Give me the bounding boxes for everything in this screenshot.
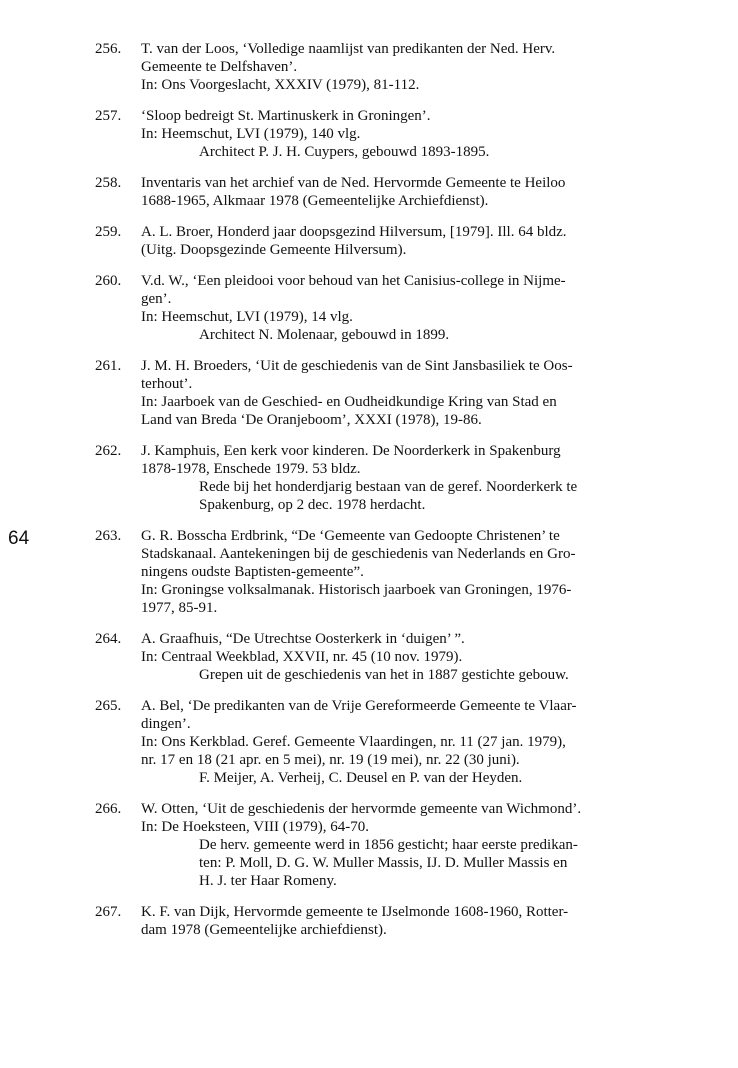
entry-line: Stadskanaal. Aantekeningen bij de geschiedenis van Nederlands en Gro- xyxy=(141,546,576,562)
entry-line: 1878-1978, Enschede 1979. 53 bldz. xyxy=(141,461,361,477)
entry-line: In: Ons Voorgeslacht, XXXIV (1979), 81-112. xyxy=(141,77,420,93)
entry-line: A. Graafhuis, “De Utrechtse Oosterkerk in ‘duigen’ ”. xyxy=(141,631,465,647)
entry-line: dam 1978 (Gemeentelijke archiefdienst). xyxy=(141,922,387,938)
entry-266 xyxy=(95,800,700,890)
entry-262 xyxy=(95,442,700,514)
entry-line: terhout’. xyxy=(141,376,193,392)
entry-line: 1688-1965, Alkmaar 1978 (Gemeentelijke Archiefdienst). xyxy=(141,193,489,209)
entry-line: A. L. Broer, Honderd jaar doopsgezind Hilversum, [1979]. Ill. 64 bldz. xyxy=(141,224,567,240)
entry-number: 257. xyxy=(95,108,122,124)
entry-number: 256. xyxy=(95,41,122,57)
entry-line: G. R. Bosscha Erdbrink, “De ‘Gemeente van Gedoopte Christenen’ te xyxy=(141,528,560,544)
entry-line: In: Groningse volksalmanak. Historisch jaarboek van Groningen, 1976- xyxy=(141,582,572,598)
entry-note: F. Meijer, A. Verheij, C. Deusel en P. van der Heyden. xyxy=(199,770,523,786)
entry-number: 264. xyxy=(95,631,122,647)
entry-number: 262. xyxy=(95,443,122,459)
entry-257 xyxy=(95,107,700,161)
entry-line: Gemeente te Delfshaven’. xyxy=(141,59,298,75)
entry-line: J. Kamphuis, Een kerk voor kinderen. De Noorderkerk in Spakenburg xyxy=(141,443,561,459)
entry-line: A. Bel, ‘De predikanten van de Vrije Gereformeerde Gemeente te Vlaar- xyxy=(141,698,577,714)
entry-number: 260. xyxy=(95,273,122,289)
entry-note: Architect P. J. H. Cuypers, gebouwd 1893-1895. xyxy=(199,144,490,160)
entry-line: Land van Breda ‘De Oranjeboom’, XXXI (1978), 19-86. xyxy=(141,412,482,428)
entry-line: V.d. W., ‘Een pleidooi voor behoud van het Canisius-college in Nijme- xyxy=(141,273,566,289)
entry-number: 258. xyxy=(95,175,122,191)
entry-line: In: Heemschut, LVI (1979), 14 vlg. xyxy=(141,309,353,325)
entry-line: nr. 17 en 18 (21 apr. en 5 mei), nr. 19 (19 mei), nr. 22 (30 juni). xyxy=(141,752,520,768)
entry-number: 259. xyxy=(95,224,122,240)
entry-line: T. van der Loos, ‘Volledige naamlijst van predikanten der Ned. Herv. xyxy=(141,41,556,57)
entry-264 xyxy=(95,630,700,684)
entry-number: 267. xyxy=(95,904,122,920)
entry-line: ningens oudste Baptisten-gemeente”. xyxy=(141,564,364,580)
entry-line: J. M. H. Broeders, ‘Uit de geschiedenis van de Sint Jansbasiliek te Oos- xyxy=(141,358,573,374)
entry-line: In: Jaarboek van de Geschied- en Oudheidkundige Kring van Stad en xyxy=(141,394,557,410)
entry-line: Inventaris van het archief van de Ned. Hervormde Gemeente te Heiloo xyxy=(141,175,566,191)
entry-note: Architect N. Molenaar, gebouwd in 1899. xyxy=(199,327,450,343)
entry-267 xyxy=(95,903,700,939)
entry-line: In: Heemschut, LVI (1979), 140 vlg. xyxy=(141,126,361,142)
entry-line: W. Otten, ‘Uit de geschiedenis der hervormde gemeente van Wichmond’. xyxy=(141,801,582,817)
entry-line: gen’. xyxy=(141,291,172,307)
entry-number: 261. xyxy=(95,358,122,374)
entry-line: dingen’. xyxy=(141,716,191,732)
entry-number: 263. xyxy=(95,528,122,544)
bibliography-list xyxy=(95,40,700,952)
entry-259 xyxy=(95,223,700,259)
entry-note: H. J. ter Haar Romeny. xyxy=(199,873,337,889)
entry-line: K. F. van Dijk, Hervormde gemeente te IJselmonde 1608-1960, Rotter- xyxy=(141,904,569,920)
entry-note: De herv. gemeente werd in 1856 gesticht; haar eerste predikan- xyxy=(199,837,578,853)
entry-256 xyxy=(95,40,700,94)
entry-note: ten: P. Moll, D. G. W. Muller Massis, IJ. D. Muller Massis en xyxy=(199,855,568,871)
entry-258 xyxy=(95,174,700,210)
entry-note: Rede bij het honderdjarig bestaan van de geref. Noorderkerk te xyxy=(199,479,578,495)
entry-number: 266. xyxy=(95,801,122,817)
entry-261 xyxy=(95,357,700,429)
entry-line: (Uitg. Doopsgezinde Gemeente Hilversum). xyxy=(141,242,407,258)
entry-number: 265. xyxy=(95,698,122,714)
entry-line: 1977, 85-91. xyxy=(141,600,218,616)
entry-line: In: De Hoeksteen, VIII (1979), 64-70. xyxy=(141,819,369,835)
entry-260 xyxy=(95,272,700,344)
entry-265 xyxy=(95,697,700,787)
entry-line: In: Centraal Weekblad, XXVII, nr. 45 (10 nov. 1979). xyxy=(141,649,463,665)
entry-note: Grepen uit de geschiedenis van het in 1887 gestichte gebouw. xyxy=(199,667,569,683)
entry-line: In: Ons Kerkblad. Geref. Gemeente Vlaardingen, nr. 11 (27 jan. 1979), xyxy=(141,734,566,750)
entry-263 xyxy=(95,527,700,617)
page-number: 64 xyxy=(8,528,30,549)
entry-note: Spakenburg, op 2 dec. 1978 herdacht. xyxy=(199,497,426,513)
entry-line: ‘Sloop bedreigt St. Martinuskerk in Groningen’. xyxy=(141,108,431,124)
